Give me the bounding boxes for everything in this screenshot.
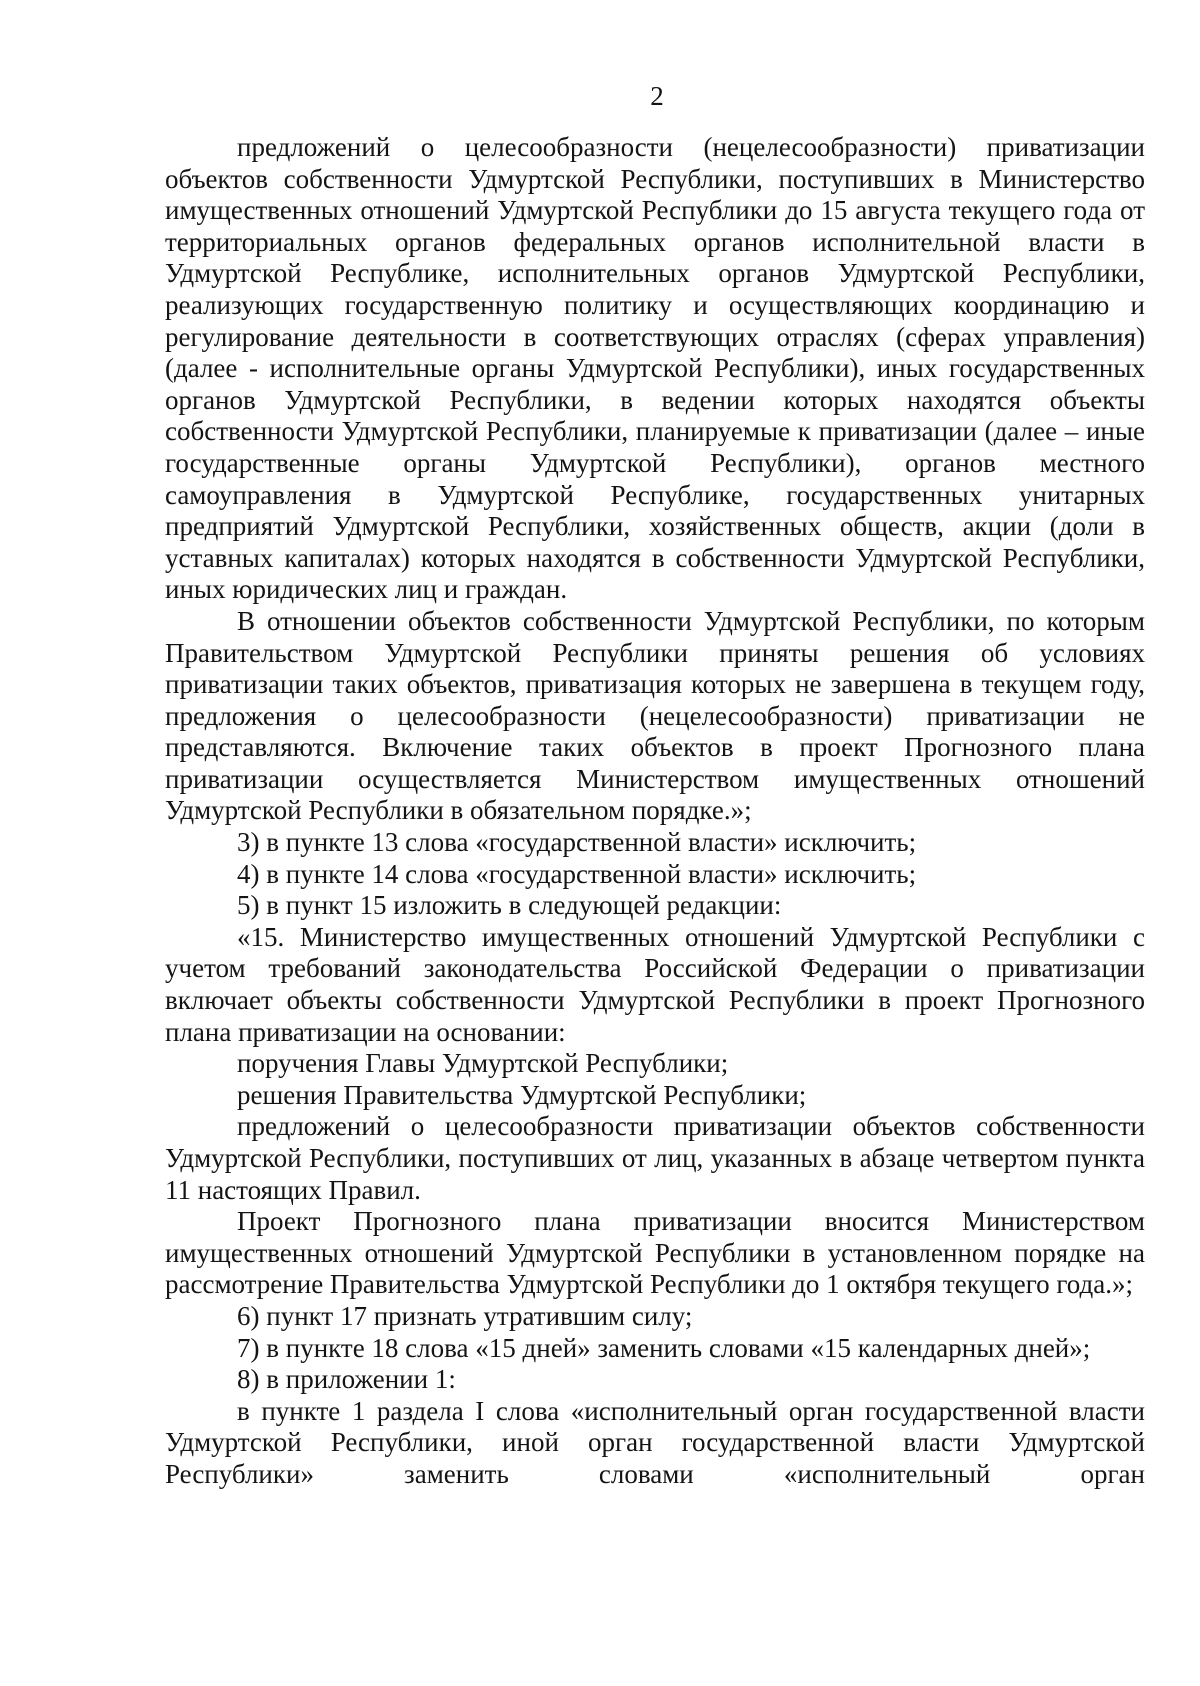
list-item: 6) пункт 17 признать утратившим силу;: [237, 1300, 693, 1331]
list-item: 5) в пункт 15 изложить в следующей редакции:: [237, 890, 782, 921]
list-item: 4) в пункте 14 слова «государственной власти» исключить;: [237, 858, 917, 889]
document-body: [165, 132, 1145, 1491]
paragraph: предложений о целесообразности приватизации объектов собственности Удмуртской Республики, поступивших от лиц, указанных в абзаце четвертом пункта 11 настоящих Правил.: [165, 1111, 1145, 1205]
list-item: поручения Главы Удмуртской Республики;: [237, 1048, 729, 1079]
paragraph-continues-next-page: в пункте 1 раздела I слова «исполнительный орган государственной власти Удмуртской Республики, иной орган государственной власти Удмуртской Республики» заменить словами «исполнительный орган: [165, 1395, 1145, 1489]
paragraph-continuation: предложений о целесообразности (нецелесообразности) приватизации объектов собственности Удмуртской Республики, поступивших в Министерство имущественных отношений Удмуртской Республики до 15 августа текущего года от территориальных органов федеральных органов исполнительной власти в Удмуртской Республике, исполнительных органов Удмуртской Республики, реализующих государственную политику и осуществляющих координацию и регулирование деятельности в соответствующих отраслях (сферах управления) (далее - исполнительные органы Удмуртской Республики), иных государственных органов Удмуртской Республики, в ведении которых находятся объекты собственности Удмуртской Республики, планируемые к приватизации (далее – иные государственные органы Удмуртской Республики), органов местного самоуправления в Удмуртской Республике, государственных унитарных предприятий Удмуртской Республики, хозяйственных обществ, акции (доли в уставных капиталах) которых находятся в собственности Удмуртской Республики, иных юридических лиц и граждан.: [165, 132, 1145, 605]
list-item: 3) в пункте 13 слова «государственной власти» исключить;: [237, 827, 917, 858]
list-item: 7) в пункте 18 слова «15 дней» заменить словами «15 календарных дней»;: [237, 1332, 1091, 1363]
page-number: 2: [650, 81, 664, 111]
list-item: решения Правительства Удмуртской Республики;: [237, 1079, 807, 1110]
paragraph: В отношении объектов собственности Удмуртской Республики, по которым Правительством Удмуртской Республики приняты решения об условиях приватизации таких объектов, приватизация которых не завершена в текущем году, предложения о целесообразности (нецелесообразности) приватизации не представляются. Включение таких объектов в проект Прогнозного плана приватизации осуществляется Министерством имущественных отношений Удмуртской Республики в обязательном порядке.»;: [165, 605, 1145, 826]
paragraph: «15. Министерство имущественных отношений Удмуртской Республики с учетом требований законодательства Российской Федерации о приватизации включает объекты собственности Удмуртской Республики в проект Прогнозного плана приватизации на основании:: [165, 921, 1145, 1047]
list-item: 8) в приложении 1:: [237, 1364, 456, 1395]
paragraph: Проект Прогнозного плана приватизации вносится Министерством имущественных отношений Удмуртской Республики в установленном порядке на рассмотрение Правительства Удмуртской Республики до 1 октября текущего года.»;: [165, 1206, 1145, 1300]
